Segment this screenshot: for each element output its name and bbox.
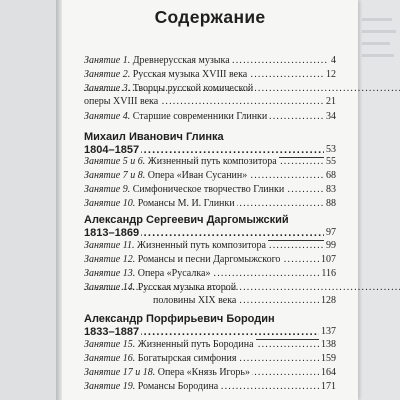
toc-entry: Занятие 10. Романсы М. И. Глинки ..... 88 (84, 198, 336, 210)
toc-entry: Занятие 9. Симфоническое творчество Глинки ..... 83 (84, 184, 336, 196)
toc-page-number: 88 (326, 198, 336, 209)
facing-page-edge (358, 0, 400, 400)
section-heading: Александр Сергеевич Даргомыжский (84, 214, 289, 226)
toc-entry-line1: Занятие 14. Русская музыка второй ..... (84, 282, 336, 294)
toc-entry: Занятие 15. Жизненный путь Бородина ..... 138 (84, 339, 336, 351)
section-heading: Михаил Иванович Глинка (84, 131, 224, 143)
toc-page-number: 116 (321, 268, 336, 279)
section-heading: Александр Порфирьевич Бородин (84, 313, 275, 325)
toc-page-number: 99 (326, 240, 336, 251)
toc-page-number: 34 (326, 111, 336, 122)
toc-page-number: 55 (326, 156, 336, 167)
toc-entry: Занятие 19. Романсы Бородина ..... 171 (84, 381, 336, 393)
toc-entry: Занятие 5 и 6. Жизненный путь композитора ..... 55 (84, 156, 336, 168)
toc-page-number: 21 (326, 96, 336, 107)
toc-page-number: 53 (326, 144, 336, 155)
toc-page-number: 137 (321, 326, 336, 337)
toc-entry: Занятие 7 и 8. Опера «Иван Сусанин» ..... 68 (84, 170, 336, 182)
toc-page-number: 83 (326, 184, 336, 195)
toc-page-number: 138 (321, 339, 336, 350)
toc-entry: Занятие 17 и 18. Опера «Князь Игорь» ..... 164 (84, 367, 336, 379)
toc-entry-line1: Занятие 3. Творцы русской комической ..... (84, 83, 336, 95)
toc-entry: половины XIX века ..... 128 (84, 295, 336, 307)
toc-page-number: 107 (321, 254, 336, 265)
toc-entry: Занятие 13. Опера «Русалка» ..... 116 (84, 268, 336, 280)
toc-entry: Занятие 1. Древнерусская музыка ..... 4 (84, 55, 336, 67)
toc-page-number: 97 (326, 227, 336, 238)
toc-page-number: 171 (321, 381, 336, 392)
toc-page-number: 4 (331, 55, 336, 66)
toc-entry: Занятие 11. Жизненный путь композитора ..... 99 (84, 240, 336, 252)
page-title: Содержание (154, 7, 266, 27)
section-years: 1813–1869 ..... 97 (84, 227, 336, 239)
toc-entry: Занятие 2. Русская музыка XVIII века ..... 12 (84, 69, 336, 81)
toc-page-number: 12 (326, 69, 336, 80)
toc-page-number: 68 (326, 170, 336, 181)
toc-page (62, 0, 358, 400)
section-years: 1804–1857 ..... 53 (84, 144, 336, 156)
toc-entry: Занятие 12. Романсы и песни Даргомыжского ..... 107 (84, 254, 336, 266)
toc-entry: оперы XVIII века ..... 21 (84, 96, 336, 108)
toc-page-number: 128 (321, 295, 336, 306)
toc-page-number: 159 (321, 353, 336, 364)
toc-entry: Занятие 16. Богатырская симфония ..... 159 (84, 353, 336, 365)
toc-page-number: 164 (321, 367, 336, 378)
toc-entry: Занятие 4. Старшие современники Глинки ..... 34 (84, 111, 336, 123)
section-years: 1833–1887 ..... 137 (84, 326, 336, 338)
